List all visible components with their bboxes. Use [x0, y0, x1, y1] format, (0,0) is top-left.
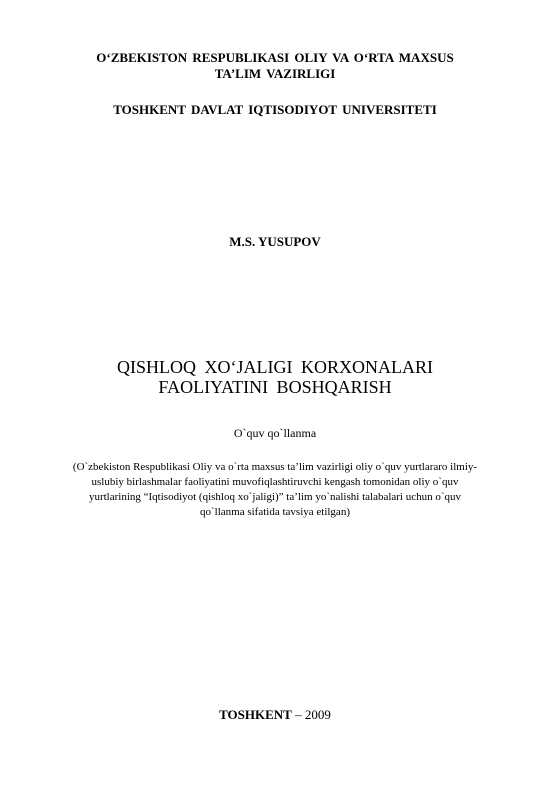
- publication-year: – 2009: [291, 707, 331, 722]
- ministry-line-1: O‘ZBEKISTON RESPUBLIKASI OLIY VA O‘RTA MAXSUS: [96, 50, 454, 65]
- ministry-line-2: TA’LIM VAZIRLIGI: [214, 66, 336, 81]
- book-subtitle: O`quv qo`llanma: [233, 426, 317, 440]
- approval-note-line-1: (O`zbekiston Respublikasi Oliy va o`rta maxsus ta’lim vazirligi oliy o`quv yurtlararo ilmiy-: [72, 461, 478, 473]
- approval-note-line-3: yurtlarining “Iqtisodiyot (qishloq xo`jaligi)” ta’lim yo`nalishi talabalari uchun o`quv: [88, 491, 462, 503]
- author-name: M.S. YUSUPOV: [229, 234, 321, 249]
- book-title-line-2: FAOLIYATINI BOSHQARISH: [158, 377, 392, 397]
- publication-city: TOSHKENT: [219, 707, 292, 722]
- university-name: TOSHKENT DAVLAT IQTISODIYOT UNIVERSITETI: [113, 102, 437, 117]
- book-title-line-1: QISHLOQ XO‘JALIGI KORXONALARI: [117, 357, 433, 377]
- approval-note-line-4: qo`llanma sifatida tavsiya etilgan): [200, 506, 350, 518]
- publication-place-year: [0, 707, 550, 723]
- approval-note-line-2: uslubiy birlashmalar faoliyatini muvofiqlashtiruvchi kengash tomonidan oliy o`quv: [91, 476, 459, 488]
